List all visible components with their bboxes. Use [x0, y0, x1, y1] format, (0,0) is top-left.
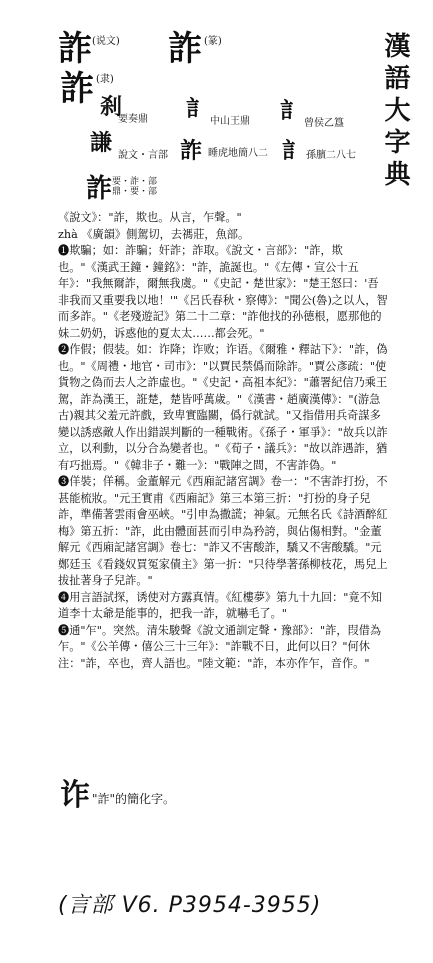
entry-body: 《說文》："詐，欺也。从言，乍聲。" zhà 《廣韻》側駕切，去禡莊，魚部。 ❶欺騙；如：詐騙；奸詐；詐取。《說文・言部》："詐，欺也。"《漢武王鐘・鐘銘》："詐，詭誕也。"《左傳・宣公十五年》："我無爾詐，爾無我虞。"《史記・楚世家》："楚王怒曰：'吾非我而又重要我以地！'"《呂氏春秋・察傳》："聞公(魯)之以人，智而多詐。"《老殘遊記》第二十二章："詐他找的孙德根，愿那他的妹二奶奶，诉惑他的夏太太……都会死。" ❷作假；假装。如：诈降；诈败；诈语。《爾雅・釋詁下》："詐，偽也。"《周禮・地官・司市》："以賈民禁僞而除詐。"賈公彥疏："使貨物之偽而去人之詐虛也。"《史記・高祖本紀》："蕭署紀信乃乘王駕，詐為漢王，誑楚，楚皆呼萬歲。"《漢書・趙廣漢傳》："(游急古)親其父羞元許戲，致卑實臨關，僞行就試。"又指借用兵奇謀多變以誘惑敵人作出錯誤判斷的一種戰術。《孫子・軍爭》："故兵以詐立，以利動，以分合為變者也。"《荀子・議兵》："故以詐遇詐，猶有巧拙焉。"《韓非子・難一》："戰陣之間，不害詐偽。" ❸佯裝；佯稱。金董解元《西廂記諸宮調》卷一："不害詐打扮，不甚能梳妝。"元王實甫《西廂記》第三本第三折："打扮的身子兒詐，準備著雲雨會巫峽。"引申為撒謊；神氣。元無名氏《詩酒醉紅梅》第五折："詐，此由體面甚而引申為矜誇，與佔傷相對。"金董解元《西廂記諸宮調》卷七："詐又不害酸詐，驕又不害酸驕。"元鄭廷玉《看錢奴買冤家債主》第一折："只待學著孫柳枝花，馬兒上拔扯著身子兒詐。" ❹用言語試探，诱使对方露真情。《紅樓夢》第九十九回："竟不知道李十太爺是能事的，把我一詐，就嚇毛了。" ❺通"乍"。突然。清朱駿聲《說文通訓定聲・豫部》："詐，叚借為乍。"《公羊傳・僖公三十三年》："詐戰不日，此何以日？"何休注："詐，卒也，齊人語也。"陸文範："詐，本亦作乍，音作。": [58, 211, 388, 670]
seal-form-3: 訁: [280, 98, 303, 124]
headword-fourth: 詐: [86, 174, 113, 204]
handwritten-reference: (言部 V6. P3954-3955): [58, 893, 322, 918]
headword-second: 詐: [168, 29, 201, 69]
form-label-5: 睡虎地簡八二: [208, 148, 268, 159]
source-label-seal: (篆): [204, 36, 222, 47]
seal-form-4: 謙: [90, 130, 113, 156]
form-label-6: 孫臏二八七: [306, 150, 356, 161]
headword-main: 詐: [58, 29, 91, 69]
headword-third: 詐: [60, 69, 93, 109]
source-label-shuowen: (说文): [92, 36, 120, 47]
form-label-3: 曾侯乙簋: [304, 118, 344, 129]
simplified-character: 诈: [60, 778, 90, 813]
seal-form-6: 訁: [282, 138, 305, 164]
small-caption: 要・詐・部 鼎・要・部: [112, 177, 158, 197]
simplified-note: "詐"的簡化字。: [92, 792, 176, 806]
seal-form-1: 刹: [100, 94, 123, 120]
source-label-clerical: (隶): [96, 74, 114, 85]
form-label-2: 中山王鼎: [210, 116, 250, 127]
seal-form-5: 詐: [180, 138, 203, 164]
form-label-1: 要奏鼎: [118, 114, 148, 125]
form-label-4: 說文・言部: [118, 150, 168, 161]
seal-form-2: 訁: [186, 96, 209, 122]
dictionary-title: 漢語大字典: [380, 32, 410, 192]
